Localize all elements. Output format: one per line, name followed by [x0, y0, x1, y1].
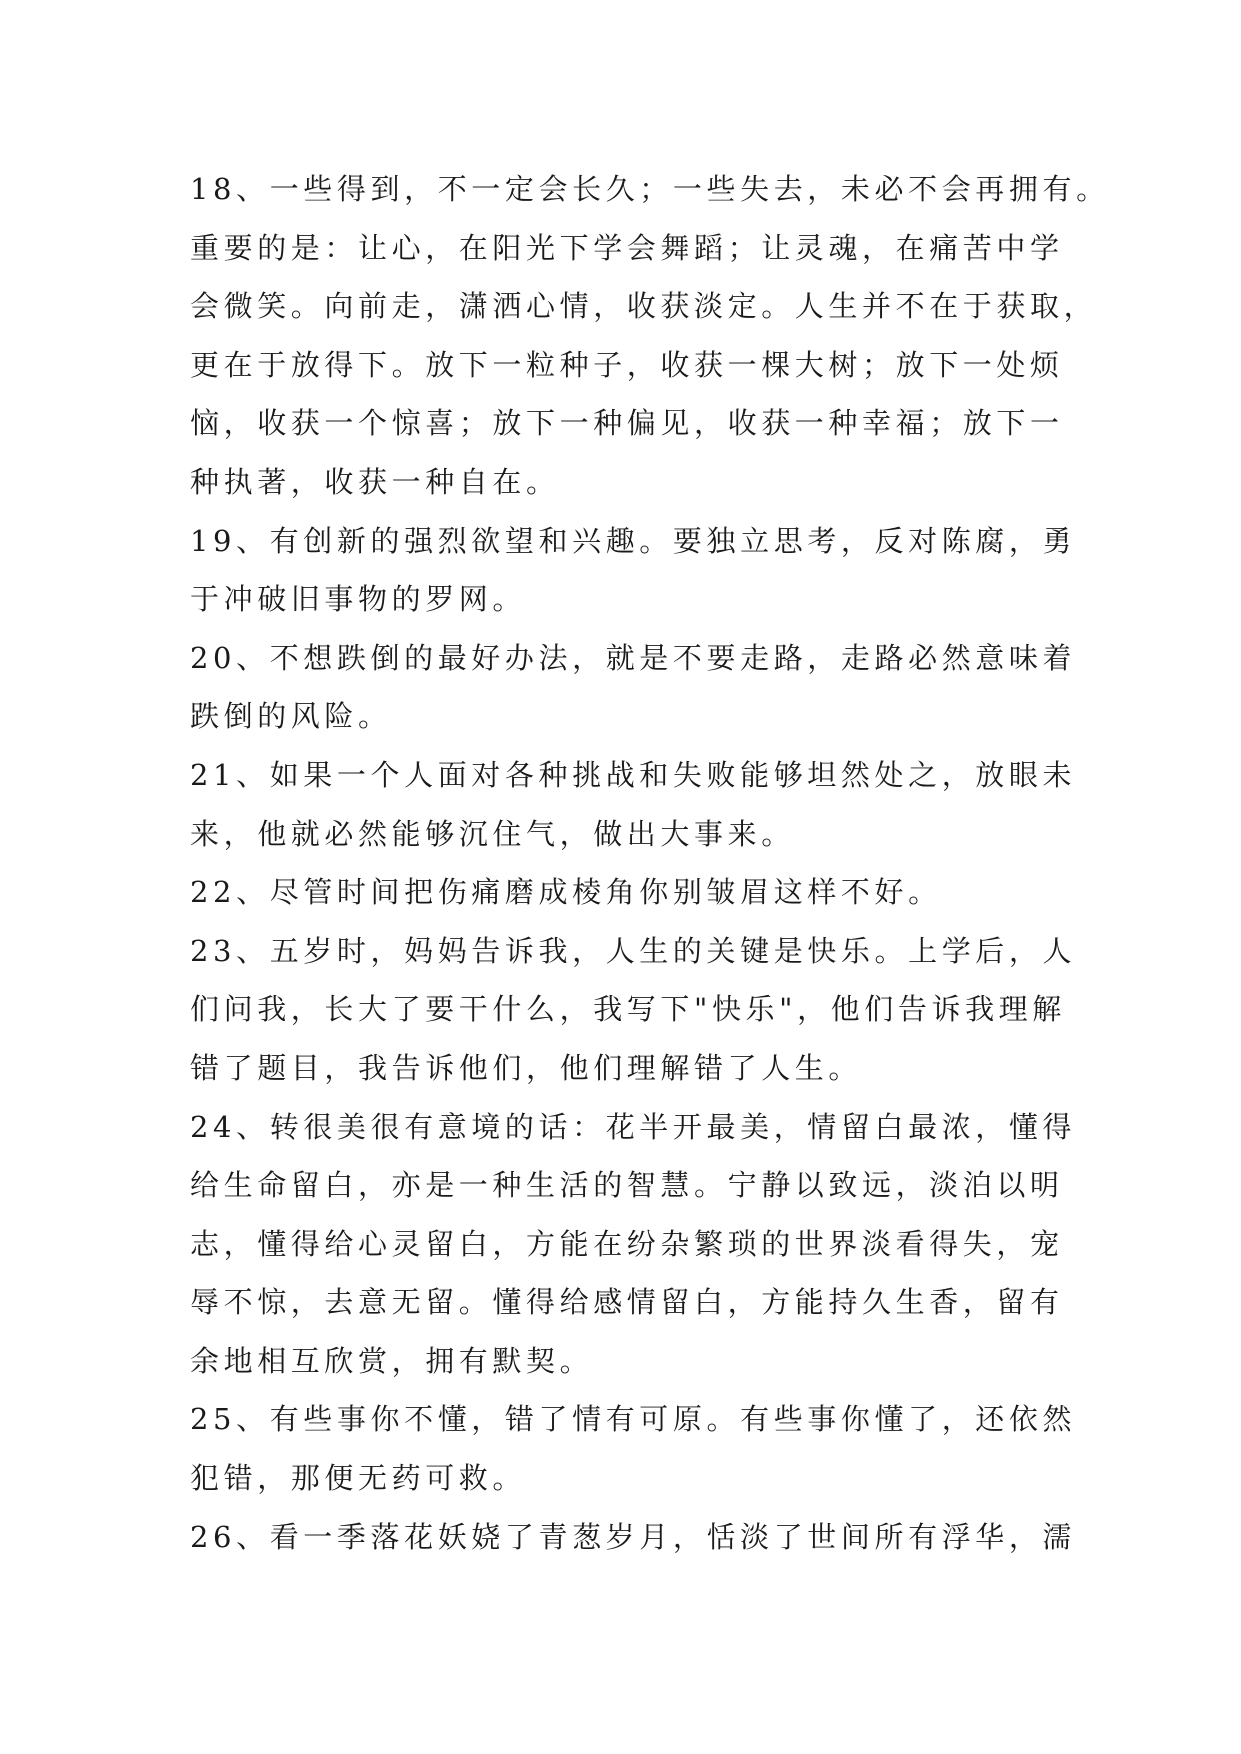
- text-line-21: 余地相互欣赏，拥有默契。: [190, 1343, 594, 1378]
- text-line-7: 19、有创新的强烈欲望和兴趣。要独立思考，反对陈腐，勇: [190, 523, 1077, 558]
- text-line-2: 重要的是：让心，在阳光下学会舞蹈；让灵魂，在痛苦中学: [190, 230, 1064, 265]
- text-line-14: 23、五岁时，妈妈告诉我，人生的关键是快乐。上学后，人: [190, 933, 1077, 968]
- text-line-24: 26、看一季落花妖娆了青葱岁月，恬淡了世间所有浮华，濡: [190, 1519, 1077, 1554]
- text-line-13: 22、尽管时间把伤痛磨成棱角你别皱眉这样不好。: [190, 875, 942, 910]
- text-line-16: 错了题目，我告诉他们，他们理解错了人生。: [190, 1050, 863, 1085]
- text-line-19: 志，懂得给心灵留白，方能在纷杂繁琐的世界淡看得失，宠: [190, 1226, 1064, 1261]
- text-line-6: 种执著，收获一种自在。: [190, 464, 560, 499]
- text-line-1: 18、一些得到，不一定会长久；一些失去，未必不会再拥有。: [190, 172, 1110, 206]
- document-body: [190, 160, 1110, 1566]
- text-line-23: 犯错，那便无药可救。: [190, 1461, 527, 1496]
- text-line-22: 25、有些事你不懂，错了情有可原。有些事你懂了，还依然: [190, 1402, 1077, 1437]
- text-line-8: 于冲破旧事物的罗网。: [190, 582, 527, 617]
- text-line-11: 21、如果一个人面对各种挑战和失败能够坦然处之，放眼未: [190, 757, 1077, 792]
- text-line-20: 辱不惊，去意无留。懂得给感情留白，方能持久生香，留有: [190, 1285, 1064, 1320]
- text-line-4: 更在于放得下。放下一粒种子，收获一棵大树；放下一处烦: [190, 347, 1064, 382]
- text-line-17: 24、转很美很有意境的话：花半开最美，情留白最浓，懂得: [190, 1109, 1077, 1144]
- text-line-5: 恼，收获一个惊喜；放下一种偏见，收获一种幸福；放下一: [190, 406, 1064, 441]
- text-line-9: 20、不想跌倒的最好办法，就是不要走路，走路必然意味着: [190, 640, 1077, 675]
- text-line-3: 会微笑。向前走，潇洒心情，收获淡定。人生并不在于获取，: [190, 289, 1098, 324]
- text-line-12: 来，他就必然能够沉住气，做出大事来。: [190, 816, 795, 851]
- text-line-15: 们问我，长大了要干什么，我写下"快乐"，他们告诉我理解: [190, 992, 1066, 1027]
- text-line-18: 给生命留白，亦是一种生活的智慧。宁静以致远，淡泊以明: [190, 1168, 1064, 1203]
- text-line-10: 跌倒的风险。: [190, 699, 392, 734]
